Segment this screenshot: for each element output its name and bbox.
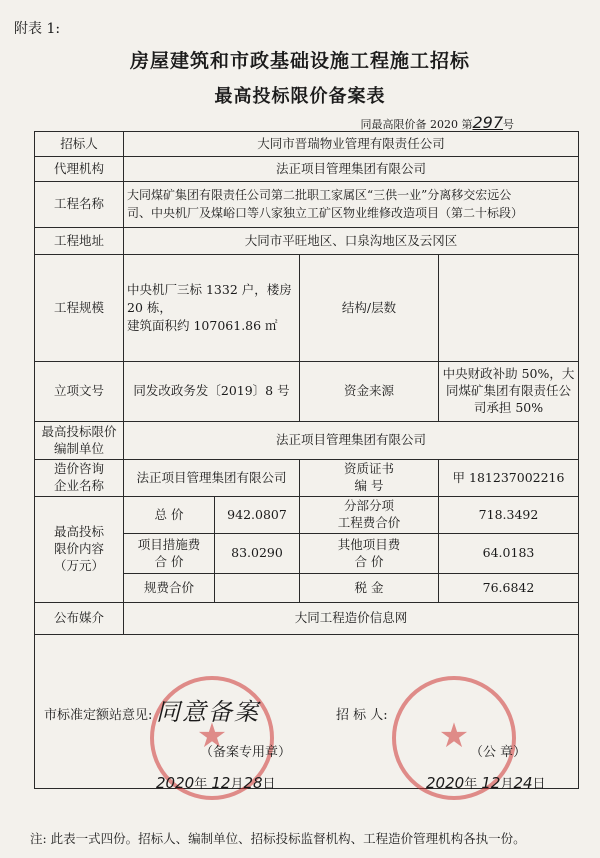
tenderer-date-year: 2020 (426, 774, 465, 792)
funding-line1: 中央财政补助 50%，大 (442, 366, 575, 382)
consult-label-line2: 企业名称 (53, 478, 104, 493)
limit-label-line3: （万元） (53, 557, 104, 573)
tax-value: 76.6842 (439, 574, 579, 603)
subitem-label-line1: 分部分项 (343, 498, 394, 514)
row-tenderer (35, 132, 579, 157)
record-number-line (360, 113, 514, 132)
seal-star-icon: ★ (196, 716, 228, 756)
consult-label-line1: 造价咨询 (53, 461, 104, 477)
tenderer-date-m: 月 (500, 777, 514, 792)
row-compiler (35, 422, 579, 460)
limit-label (35, 497, 124, 603)
record-suffix: 号 (503, 118, 514, 131)
agency-label: 代理机构 (35, 157, 124, 182)
row-consult (35, 460, 579, 497)
media-value: 大同工程造价信息网 (124, 603, 579, 635)
scale-label: 工程规模 (35, 255, 124, 362)
measures-label-line2: 合 价 (154, 553, 184, 569)
compiler-label (35, 422, 124, 460)
project-name-line2: 司、中央机厂及煤峪口等八家独立工矿区物业维修改造项目（第二十标段） (127, 205, 524, 220)
other-label-line1: 其他项目费 (337, 536, 401, 552)
station-date-day: 28 (243, 774, 263, 792)
fees-value (215, 574, 300, 603)
record-prefix: 同最高限价备 2020 第 (360, 118, 473, 131)
station-date-month: 12 (211, 774, 231, 792)
project-name-value (124, 182, 579, 228)
station-opinion-handwritten: 同意备案 (156, 698, 260, 726)
tenderer-date-day: 24 (513, 774, 533, 792)
station-date-y: 年 (194, 777, 208, 792)
structure-value (439, 255, 579, 362)
tenderer-date (426, 773, 546, 792)
scale-line2: 建筑面积约 107061.86 ㎡ (127, 318, 278, 334)
row-agency (35, 157, 579, 182)
footnote: 注: 此表一式四份。招标人、编制单位、招标投标监督机构、工程造价管理机构各执一份。 (30, 831, 526, 846)
project-address-value: 大同市平旺地区、口泉沟地区及云冈区 (124, 228, 579, 255)
row-scale (35, 255, 579, 362)
seal-star-icon: ★ (438, 716, 470, 756)
row-media (35, 603, 579, 635)
media-label: 公布媒介 (35, 603, 124, 635)
tax-label: 税 金 (300, 574, 439, 603)
row-approval (35, 362, 579, 422)
other-value: 64.0183 (439, 534, 579, 574)
page-title: 房屋建筑和市政基础设施工程施工招标 (129, 50, 470, 72)
scale-value (124, 255, 300, 362)
funding-value (439, 362, 579, 422)
consult-value: 法正项目管理集团有限公司 (124, 460, 300, 497)
tenderer-label: 招标人 (35, 132, 124, 157)
measures-value: 83.0290 (215, 534, 300, 574)
cert-label-line2: 编 号 (354, 478, 384, 493)
station-date (156, 773, 276, 792)
subitem-label-line2: 工程费合价 (337, 515, 401, 530)
station-date-m: 月 (230, 777, 244, 792)
project-address-label: 工程地址 (35, 228, 124, 255)
cert-label-line1: 资质证书 (343, 461, 394, 477)
structure-label: 结构/层数 (300, 255, 439, 362)
approval-value: 同发改政务发〔2019〕8 号 (124, 362, 300, 422)
row-project-name (35, 182, 579, 228)
cert-label (300, 460, 439, 497)
station-seal-caption: （备案专用章） (200, 745, 292, 760)
attachment-label: 附表 1: (14, 21, 61, 37)
compiler-label-line2: 编制单位 (53, 440, 104, 456)
limit-label-line1: 最高投标 (53, 524, 104, 540)
row-limit-1 (35, 497, 579, 534)
project-name-line1: 大同煤矿集团有限责任公司第二批职工家属区“三供一业”分离移交宏远公 (127, 188, 512, 203)
limit-label-line2: 限价内容 (53, 541, 104, 557)
tenderer-sign-label: 招 标 人: (336, 708, 388, 723)
tenderer-date-y: 年 (464, 777, 478, 792)
consult-label (35, 460, 124, 497)
cert-value: 甲 181237002216 (439, 460, 579, 497)
tenderer-date-d: 日 (532, 777, 546, 792)
funding-line3: 司承担 50% (473, 399, 544, 415)
subitem-label (300, 497, 439, 534)
compiler-label-line1: 最高投标限价 (41, 423, 117, 439)
scale-line1: 中央机厂三标 1332 户，楼房 20 栋， (127, 281, 292, 315)
station-opinion-label: 市标准定额站意见: (44, 708, 153, 723)
page-subtitle: 最高投标限价备案表 (214, 86, 386, 107)
station-date-d: 日 (262, 777, 276, 792)
other-label (300, 534, 439, 574)
total-label: 总 价 (124, 497, 215, 534)
tenderer-seal-caption: （公 章） (470, 745, 527, 760)
funding-line2: 同煤矿集团有限责任公 (446, 383, 572, 399)
record-number: 297 (472, 113, 503, 132)
other-label-line2: 合 价 (354, 553, 384, 569)
compiler-value: 法正项目管理集团有限公司 (124, 422, 579, 460)
record-table (34, 131, 579, 789)
total-value: 942.0807 (215, 497, 300, 534)
approval-label: 立项文号 (35, 362, 124, 422)
tenderer-value: 大同市晋瑞物业管理有限责任公司 (124, 132, 579, 157)
agency-value: 法正项目管理集团有限公司 (124, 157, 579, 182)
measures-label-line1: 项目措施费 (137, 536, 201, 552)
subitem-value: 718.3492 (439, 497, 579, 534)
tenderer-date-month: 12 (481, 774, 501, 792)
row-project-address (35, 228, 579, 255)
measures-label (124, 534, 215, 574)
station-date-year: 2020 (156, 774, 195, 792)
project-name-label: 工程名称 (35, 182, 124, 228)
funding-label: 资金来源 (300, 362, 439, 422)
fees-label: 规费合价 (124, 574, 215, 603)
